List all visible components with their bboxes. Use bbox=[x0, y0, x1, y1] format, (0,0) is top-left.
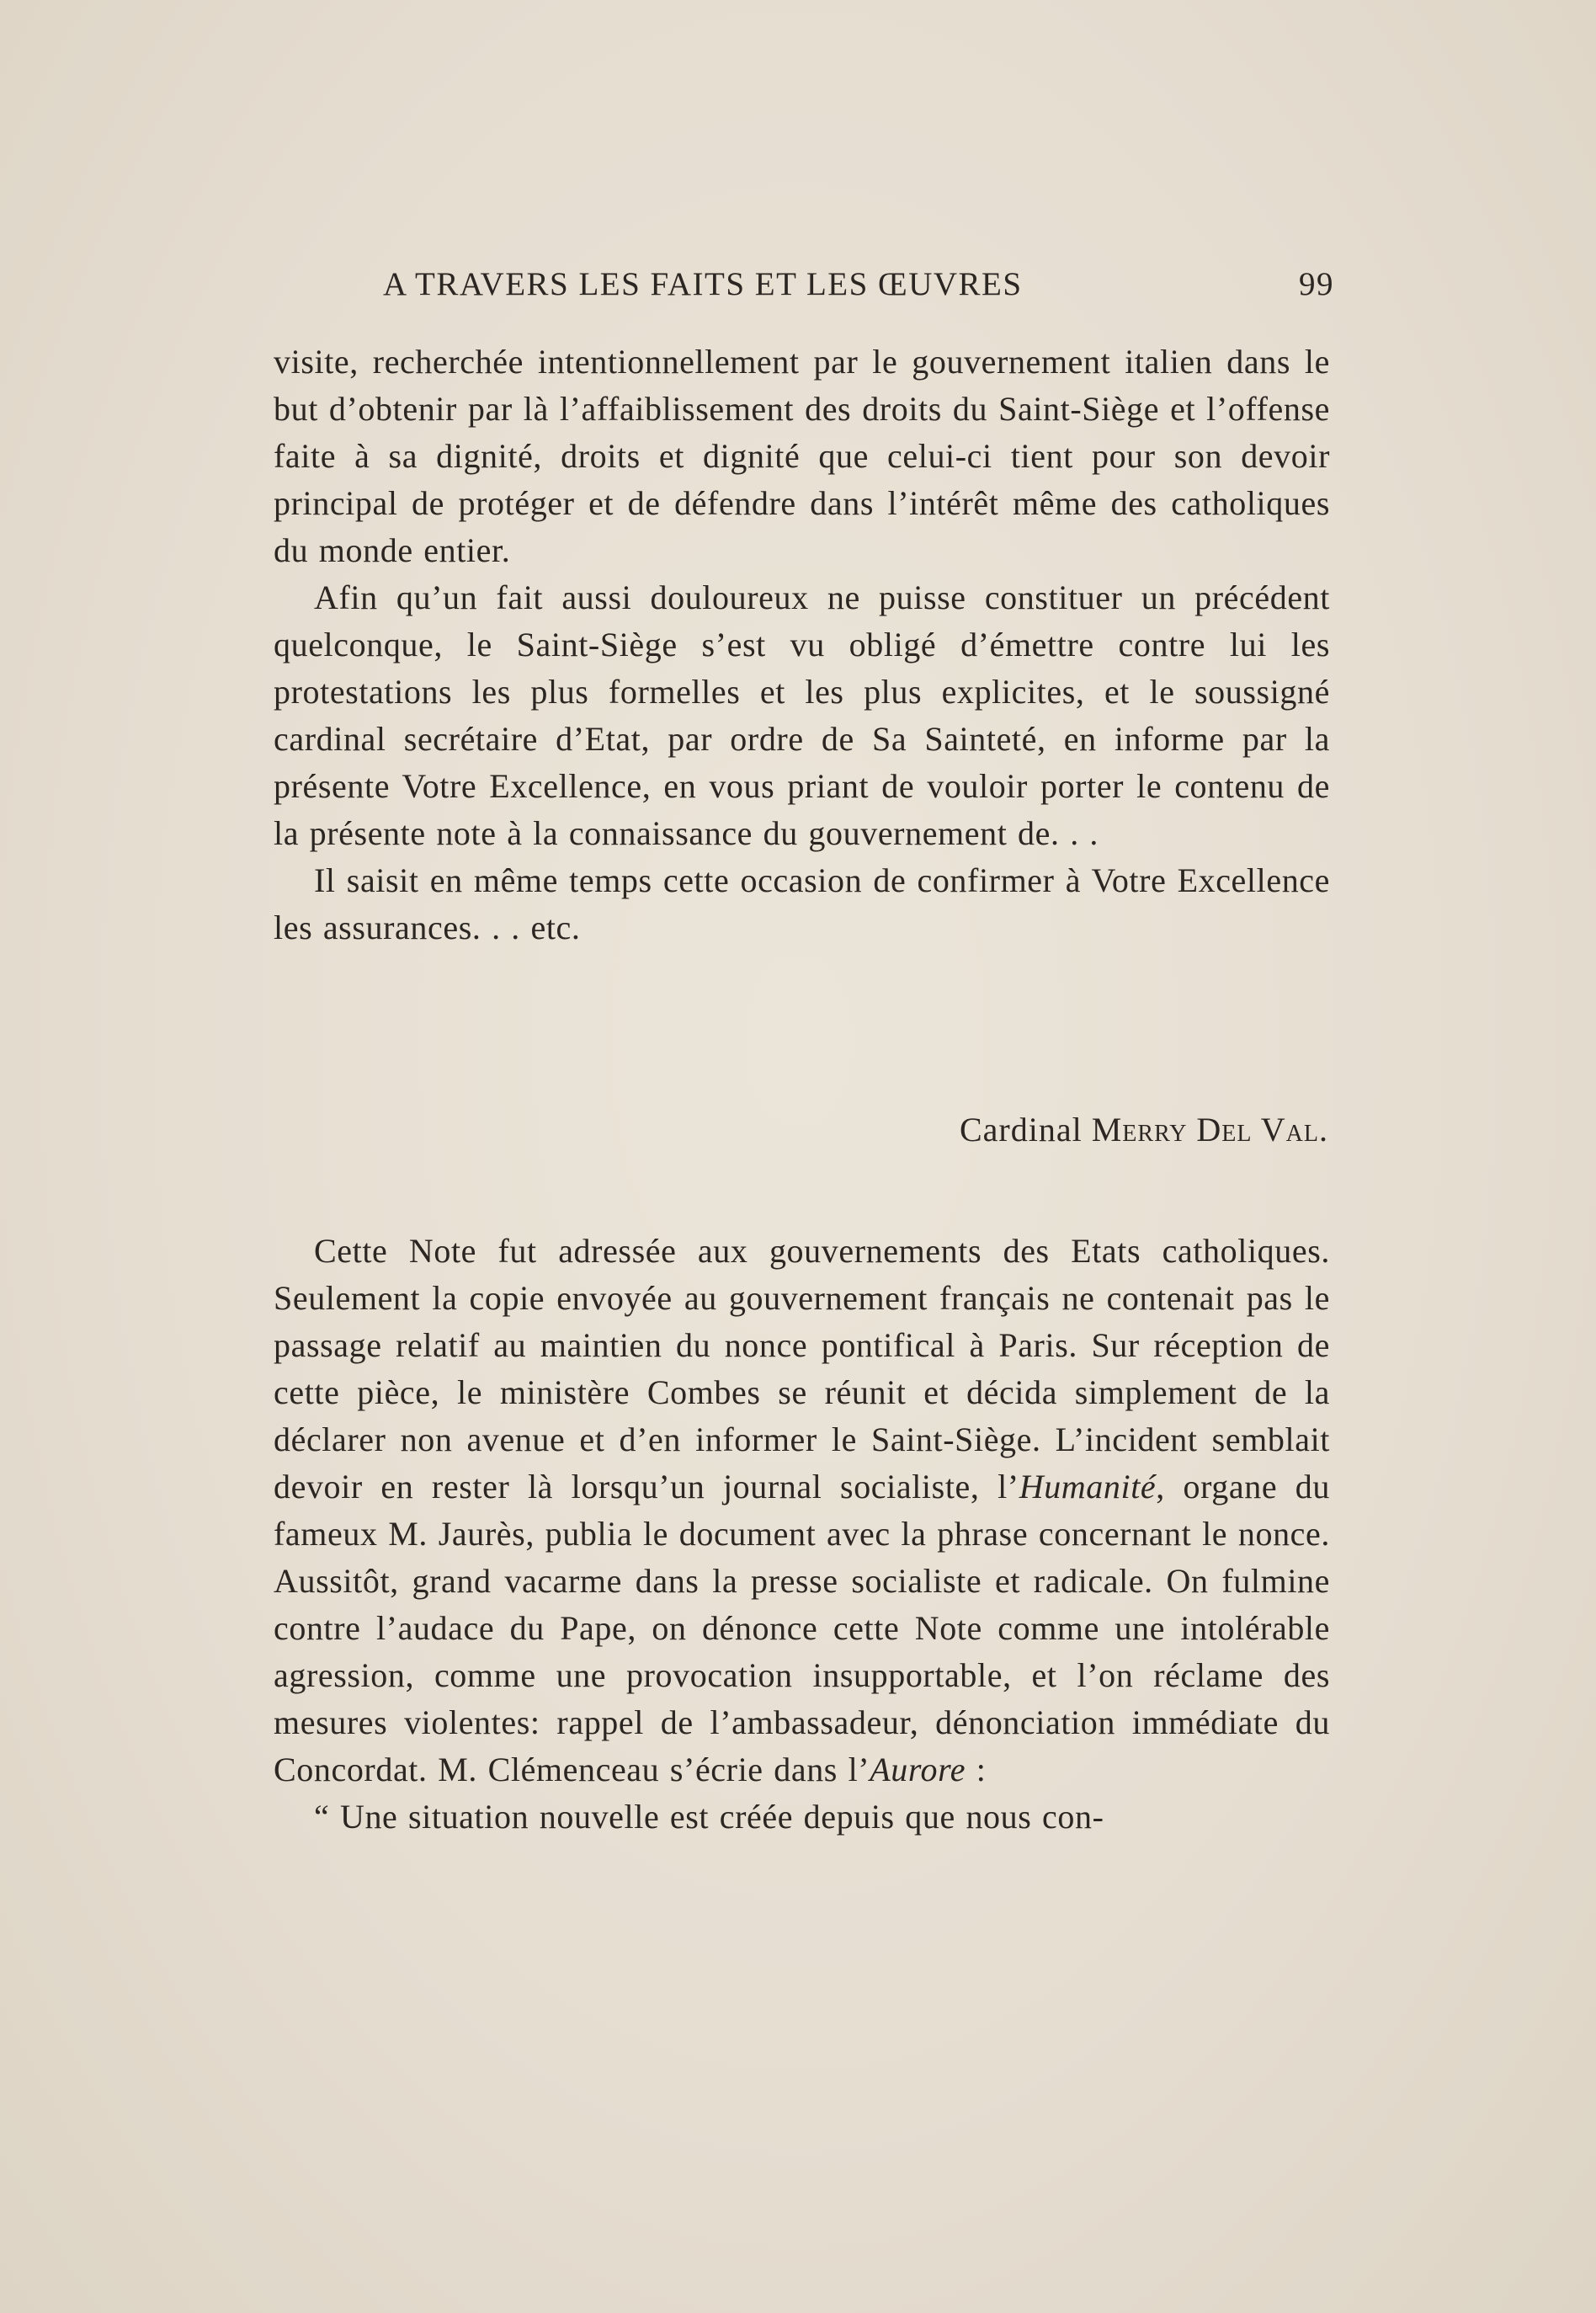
newspaper-title: Humanité bbox=[1019, 1468, 1157, 1506]
page-number: 99 bbox=[1299, 266, 1334, 302]
text-run: Cette Note fut adressée aux gouvernements des Etats catholiques. Seulement la copie envoyée au gouvernement français ne contenait pas le passage relatif au maintien du nonce pontifical à Paris. Sur réception de cette pièce, le ministère Combes se réunit et décida simplement de la déclarer non avenue et d’en informer le Saint-Siège. L’incident semblait devoir en rester là lorsqu’un journal socialiste, l’ bbox=[274, 1232, 1330, 1506]
text-run: , organe du fameux M. Jaurès, publia le document avec la phrase concernant le nonce. Aussitôt, grand vacarme dans la presse socialiste et radicale. On fulmine contre l’audace du Pape, on dénonce cette Note comme une intolérable agression, comme une provocation insupportable, et l’on réclame des mesures violentes: rappel de l’ambassadeur, dénonciation immédiate du Concordat. M. Clémenceau s’écrie dans l’ bbox=[274, 1468, 1330, 1788]
signature-name: Merry Del Val. bbox=[1091, 1111, 1328, 1149]
paragraph: Il saisit en même temps cette occasion de confirmer à Votre Excellence les assurances. . . etc. bbox=[274, 861, 1330, 946]
commentary-text bbox=[274, 1228, 1330, 1841]
paragraph bbox=[274, 1228, 1330, 1793]
newspaper-title: Aurore bbox=[870, 1751, 966, 1788]
paragraph: Afin qu’un fait aussi douloureux ne puisse constituer un précédent quelconque, le Saint-Siège s’est vu obligé d’émettre contre lui les protestations les plus formelles et les plus explicites, et le soussigné cardinal secrétaire d’Etat, par ordre de Sa Sainteté, en informe par la présente Votre Excellence, en vous priant de vouloir porter le contenu de la présente note à la connaissance du gouvernement de. . . bbox=[274, 578, 1330, 852]
paragraph: “ Une situation nouvelle est créée depuis que nous con- bbox=[314, 1798, 1104, 1836]
signature-prefix: Cardinal bbox=[959, 1111, 1083, 1149]
letter-text bbox=[274, 338, 1330, 951]
running-title: A TRAVERS LES FAITS ET LES ŒUVRES bbox=[383, 266, 1023, 302]
paragraph: visite, recherchée intentionnellement par le gouvernement italien dans le but d’obtenir par là l’affaiblissement des droits du Saint-Siège et l’offense faite à sa dignité, droits et dignité que celui-ci tient pour son devoir principal de protéger et de défendre dans l’intérêt même des catholiques du monde entier. bbox=[274, 343, 1330, 569]
signature bbox=[960, 1110, 1328, 1149]
text-run: : bbox=[966, 1751, 987, 1788]
page-header bbox=[383, 265, 1334, 312]
